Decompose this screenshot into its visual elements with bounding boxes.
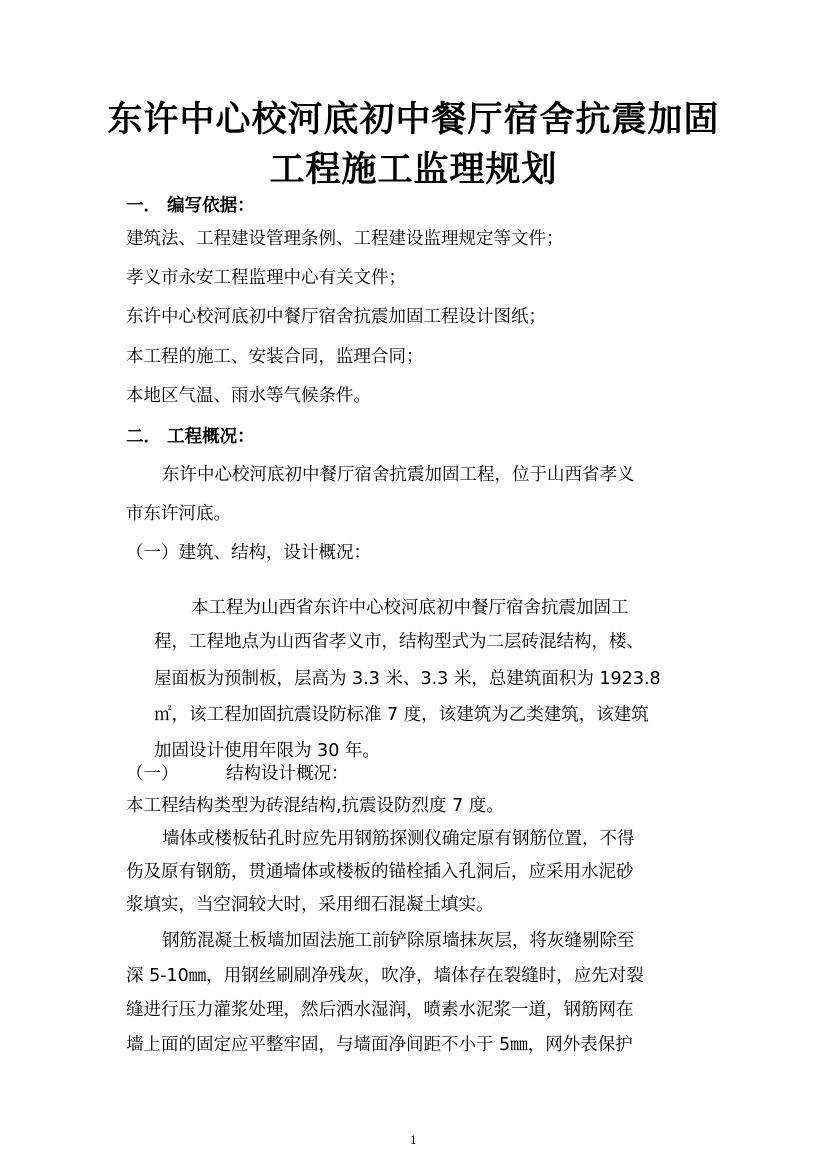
building-line: 本工程为山西省东许中心校河底初中餐厅宿舍抗震加固工 [191, 598, 629, 618]
subsection-1-heading: （一）建筑、结构，设计概况： [126, 543, 371, 563]
section-1-item: 本地区气温、雨水等气候条件。 [126, 386, 371, 406]
section-2-heading: 二． 工程概况： [126, 427, 255, 447]
page-number: 1 [410, 1134, 417, 1147]
section-1-item: 东许中心校河底初中餐厅宿舍抗震加固工程设计图纸； [126, 307, 546, 327]
section-1-heading: 一． 编写依据： [126, 196, 255, 216]
document-title-line-2: 工程施工监理规划 [269, 150, 558, 190]
overview-line: 市东许河底。 [126, 504, 231, 524]
slab-line: 墙上面的固定应平整牢固，与墙面净间距不小于 5㎜，网外表保护 [126, 1035, 633, 1055]
overview-line: 东许中心校河底初中餐厅宿舍抗震加固工程，位于山西省孝义 [162, 465, 635, 485]
building-line: 程，工程地点为山西省孝义市，结构型式为二层砖混结构，楼、 [154, 632, 644, 652]
drill-line: 伤及原有钢筋，贯通墙体或楼板的锚栓插入孔洞后，应采用水泥砂 [126, 862, 634, 882]
document-title-line-1: 东许中心校河底初中餐厅宿舍抗震加固 [107, 100, 720, 140]
slab-line: 深 5-10㎜，用钢丝刷刷净残灰，吹净，墙体存在裂缝时，应先对裂 [126, 966, 644, 986]
drill-line: 浆填实，当空洞较大时，采用细石混凝土填实。 [126, 895, 494, 915]
subsection-2-label: （一） [126, 764, 179, 784]
building-line: 屋面板为预制板，层高为 3.3 米、3.3 米，总建筑面积为 1923.8 [154, 669, 661, 689]
slab-line: 缝进行压力灌浆处理，然后洒水湿润，喷素水泥浆一道，钢筋网在 [126, 1000, 634, 1020]
section-1-item: 建筑法、工程建设管理条例、工程建设监理规定等文件； [126, 229, 564, 249]
section-1-item: 本工程的施工、安装合同，监理合同； [126, 347, 424, 367]
structure-line: 本工程结构类型为砖混结构,抗震设防烈度 7 度。 [126, 796, 504, 816]
slab-line: 钢筋混凝土板墙加固法施工前铲除原墙抹灰层，将灰缝剔除至 [162, 931, 635, 951]
building-line: ㎡，该工程加固抗震设防标准 7 度，该建筑为乙类建筑，该建筑 [154, 705, 649, 725]
building-line: 加固设计使用年限为 30 年。 [154, 741, 380, 761]
subsection-2-title: 结构设计概况： [226, 764, 349, 784]
drill-line: 墙体或楼板钻孔时应先用钢筋探测仪确定原有钢筋位置，不得 [162, 829, 635, 849]
section-1-item: 孝义市永安工程监理中心有关文件； [126, 268, 406, 288]
